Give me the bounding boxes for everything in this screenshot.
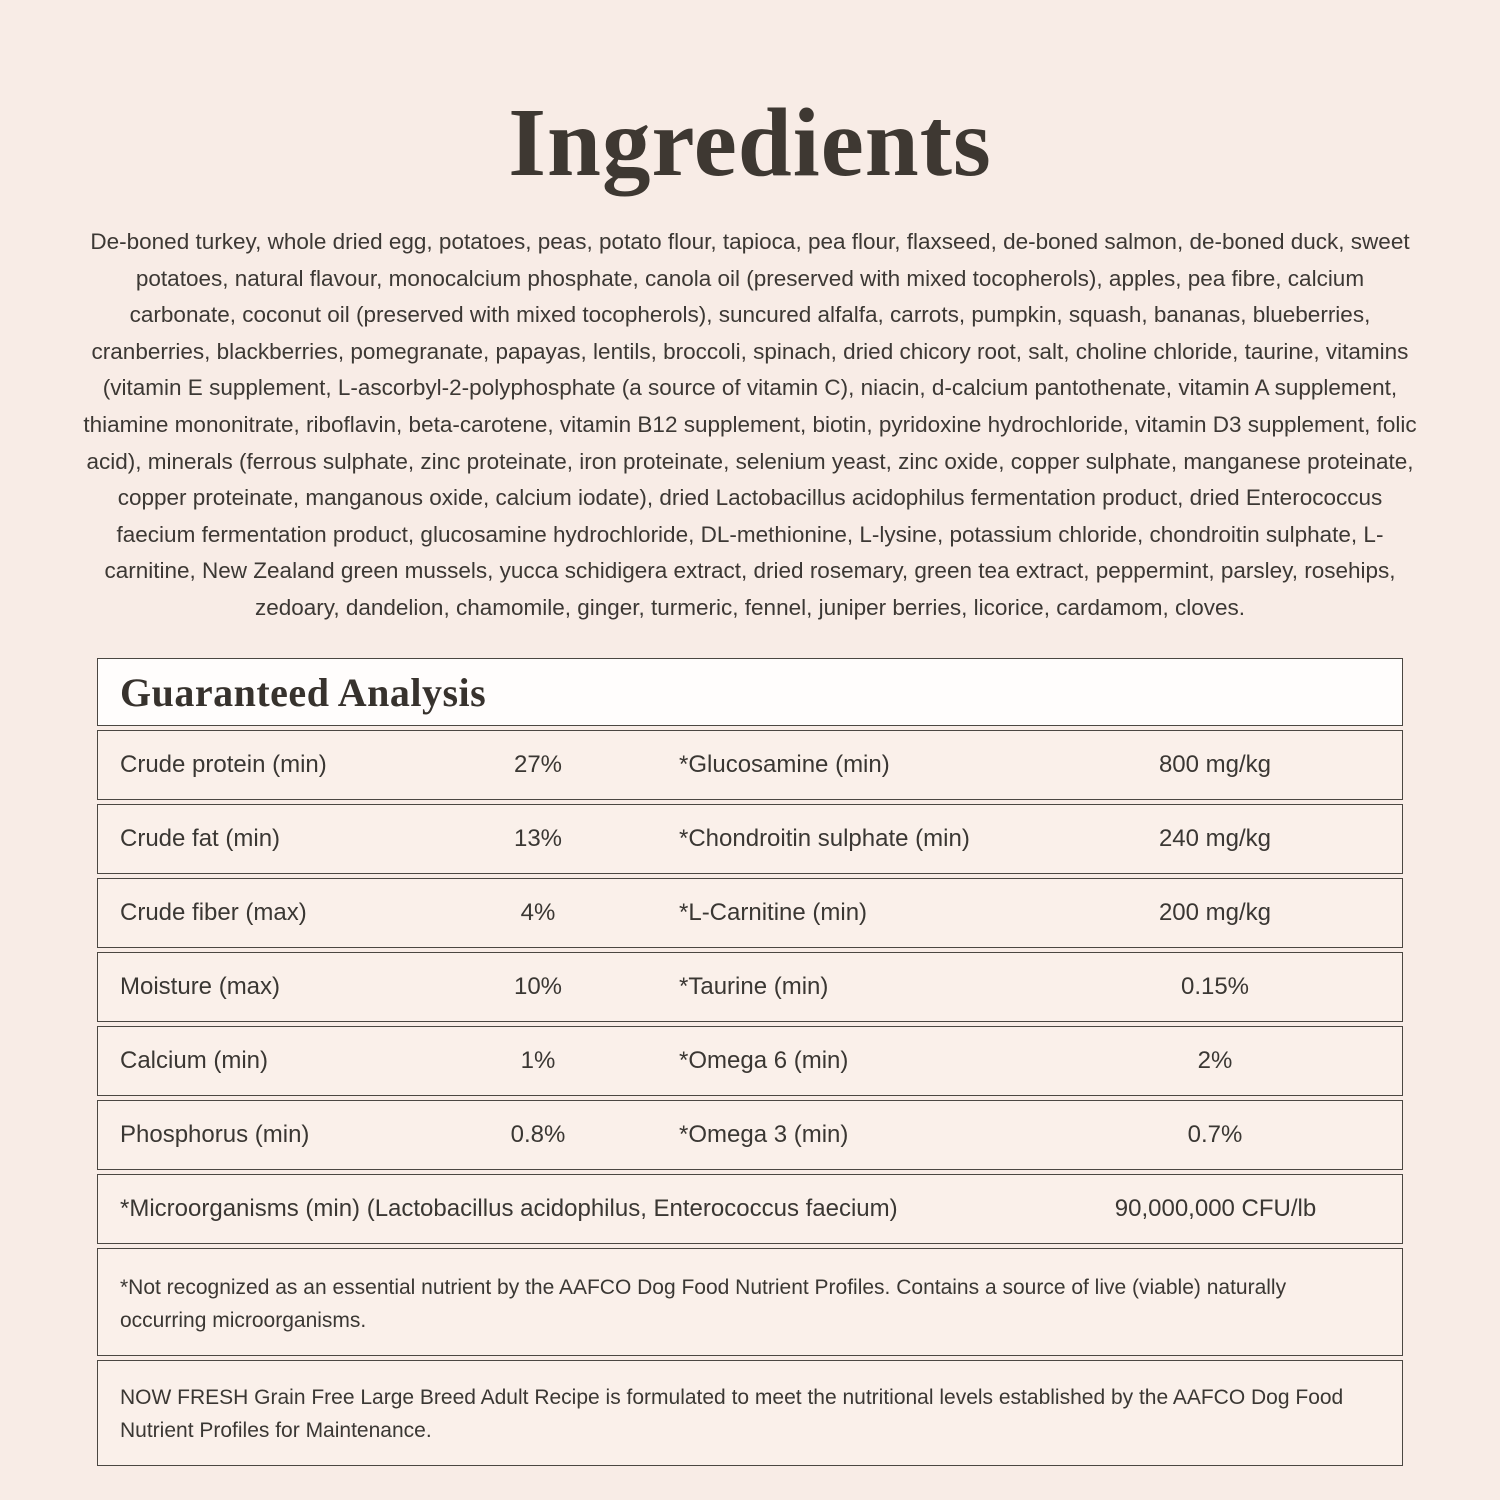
ingredients-paragraph: De-boned turkey, whole dried egg, potatoes, peas, potato flour, tapioca, pea flour, flaxseed, de-boned salmon, de-boned duck, sweet potatoes, natural flavour, monocalcium phosphate, canola oil (preserved with mixed tocopherols), apples, pea fibre, calcium carbonate, coconut oil (preserved with mixed tocopherols), suncured alfalfa, carrots, pumpkin, squash, bananas, blueberries, cranberries, blackberries, pomegranate, papayas, lentils, broccoli, spinach, dried chicory root, salt, choline chloride, taurine, vitamins (vitamin E supplement, L-ascorbyl-2-polyphosphate (a source of vitamin C), niacin, d-calcium pantothenate, vitamin A supplement, thiamine mononitrate, riboflavin, beta-carotene, vitamin B12 supplement, biotin, pyridoxine hydrochloride, vitamin D3 supplement, folic acid), minerals (ferrous sulphate, zinc proteinate, iron proteinate, selenium yeast, zinc oxide, copper sulphate, manganese proteinate, copper proteinate, manganous oxide, calcium iodate), dried Lactobacillus acidophilus fermentation product, dried Enterococcus faecium fermentation product, glucosamine hydrochloride, DL-methionine, L-lysine, potassium chloride, chondroitin sulphate, L-carnitine, New Zealand green mussels, yucca schidigera extract, dried rosemary, green tea extract, peppermint, parsley, rosehips, zedoary, dandelion, chamomile, ginger, turmeric, fennel, juniper berries, licorice, cardamom, cloves. (83, 229, 1417, 620)
nutrient-label: Moisture (max) (120, 973, 281, 1000)
page-title: Ingredients (508, 89, 992, 196)
nutrient-label: *Glucosamine (min) (679, 751, 890, 778)
nutrient-label: *Chondroitin sulphate (min) (679, 825, 970, 852)
nutrient-value: 90,000,000 CFU/lb (1114, 1195, 1317, 1222)
nutrient-label: Crude protein (min) (120, 751, 327, 778)
nutrient-label: *Microorganisms (min) (Lactobacillus acidophilus, Enterococcus faecium) (120, 1195, 898, 1222)
nutrient-label: Calcium (min) (120, 1047, 269, 1074)
nutrient-value: 240 mg/kg (1158, 825, 1272, 852)
nutrient-label: *Omega 3 (min) (679, 1121, 849, 1148)
nutrient-value: 0.8% (510, 1121, 566, 1148)
nutrient-label: *Taurine (min) (679, 973, 829, 1000)
nutrient-value: 1% (520, 1047, 556, 1074)
analysis-row-crude-fiber (97, 878, 1403, 948)
analysis-row-microorganisms (97, 1174, 1403, 1244)
formulation-statement: NOW FRESH Grain Free Large Breed Adult Recipe is formulated to meet the nutritional levels established by the AAFCO Dog Food Nutrient Profiles for Maintenance. (97, 1360, 1403, 1466)
analysis-row-moisture (97, 952, 1403, 1022)
analysis-row-phosphorus (97, 1100, 1403, 1170)
analysis-row-crude-protein (97, 730, 1403, 800)
nutrient-label: *Omega 6 (min) (679, 1047, 849, 1074)
aafco-footnote: *Not recognized as an essential nutrient by the AAFCO Dog Food Nutrient Profiles. Contains a source of live (viable) naturally occurring microorganisms. (97, 1248, 1403, 1356)
nutrient-value: 200 mg/kg (1158, 899, 1272, 926)
guaranteed-analysis-title: Guaranteed Analysis (120, 669, 487, 715)
analysis-row-calcium (97, 1026, 1403, 1096)
guaranteed-analysis-table (97, 658, 1403, 1466)
nutrient-value: 10% (513, 973, 563, 1000)
analysis-row-crude-fat (97, 804, 1403, 874)
nutrient-label: Phosphorus (min) (120, 1121, 310, 1148)
nutrient-value: 13% (513, 825, 563, 852)
nutrient-value: 0.7% (1187, 1121, 1243, 1148)
nutrient-label: Crude fiber (max) (120, 899, 307, 926)
nutrient-value: 800 mg/kg (1158, 751, 1272, 778)
nutrient-value: 2% (1197, 1047, 1233, 1074)
nutrient-value: 0.15% (1180, 973, 1250, 1000)
nutrient-label: *L-Carnitine (min) (679, 899, 868, 926)
guaranteed-analysis-header (97, 658, 1403, 726)
nutrient-label: Crude fat (min) (120, 825, 281, 852)
nutrient-value: 27% (513, 751, 563, 778)
nutrient-value: 4% (520, 899, 556, 926)
